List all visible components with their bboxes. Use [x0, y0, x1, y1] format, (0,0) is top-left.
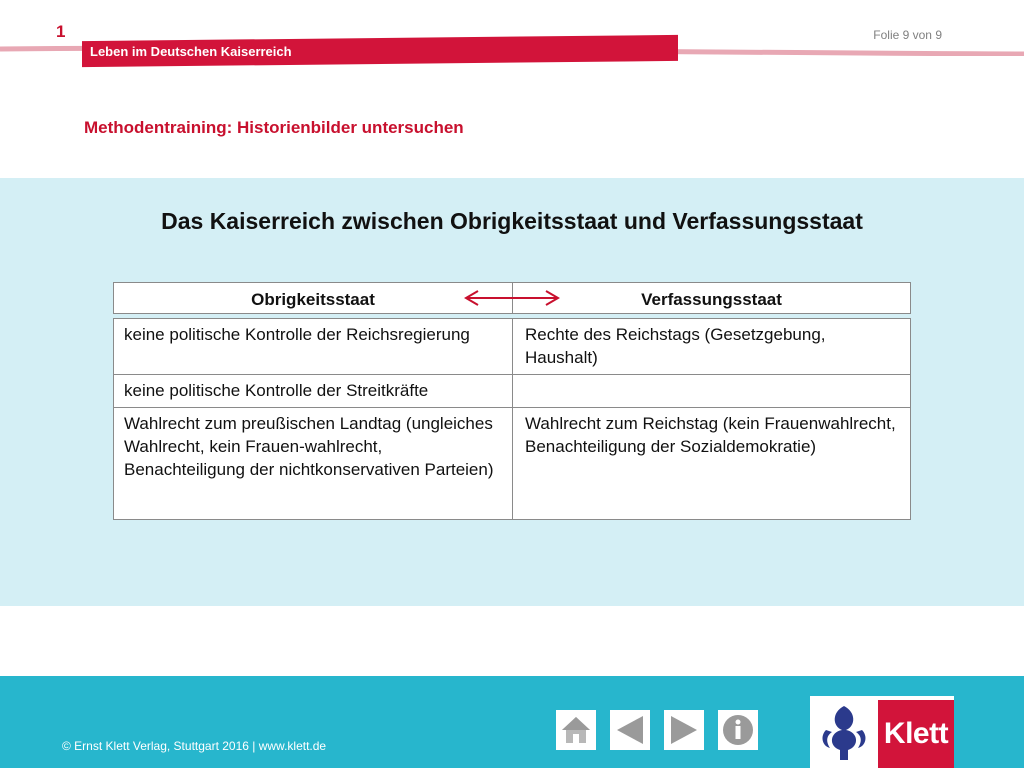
info-icon [721, 713, 755, 747]
table-cell [512, 374, 911, 408]
klett-logo [810, 696, 954, 768]
copyright-text: © Ernst Klett Verlag, Stuttgart 2016 | www.klett.de [62, 739, 327, 753]
home-button[interactable] [556, 710, 596, 750]
slide-title: Das Kaiserreich zwischen Obrigkeitsstaat und Verfassungsstaat [161, 208, 863, 234]
comparison-table [113, 318, 911, 520]
previous-icon [613, 713, 647, 747]
content-panel [0, 178, 1024, 606]
table-cell: keine politische Kontrolle der Streitkräfte [113, 374, 513, 408]
table-cell: keine politische Kontrolle der Reichsregierung [113, 318, 513, 375]
table-header [113, 282, 911, 314]
table-cell: Rechte des Reichstags (Gesetzgebung, Haushalt) [512, 318, 911, 375]
next-slide-button[interactable] [664, 710, 704, 750]
klett-wordmark [878, 700, 954, 768]
home-icon [559, 713, 593, 747]
chapter-number: 1 [56, 22, 66, 41]
column-header-obrigkeitsstaat: Obrigkeitsstaat [114, 283, 513, 313]
column-header-verfassungsstaat: Verfassungsstaat [641, 290, 782, 309]
next-icon [667, 713, 701, 747]
table-cell: Wahlrecht zum preußischen Landtag (ungleiches Wahlrecht, kein Frauen-wahlrecht, Benachteiligung der nichtkonservativen Parteien) [113, 407, 513, 520]
klett-emblem-icon [810, 696, 878, 768]
info-button[interactable] [718, 710, 758, 750]
banner-title: Leben im Deutschen Kaiserreich [90, 44, 292, 59]
table-cell: Wahlrecht zum Reichstag (kein Frauenwahlrecht, Benachteiligung der Sozialdemokratie) [512, 407, 911, 520]
previous-slide-button[interactable] [610, 710, 650, 750]
footer-bar [0, 676, 1024, 768]
slide-counter: Folie 9 von 9 [873, 28, 942, 42]
double-arrow-icon [462, 289, 562, 307]
page-subtitle: Methodentraining: Historienbilder untersuchen [84, 118, 464, 137]
logo-text: Klett [883, 717, 949, 750]
